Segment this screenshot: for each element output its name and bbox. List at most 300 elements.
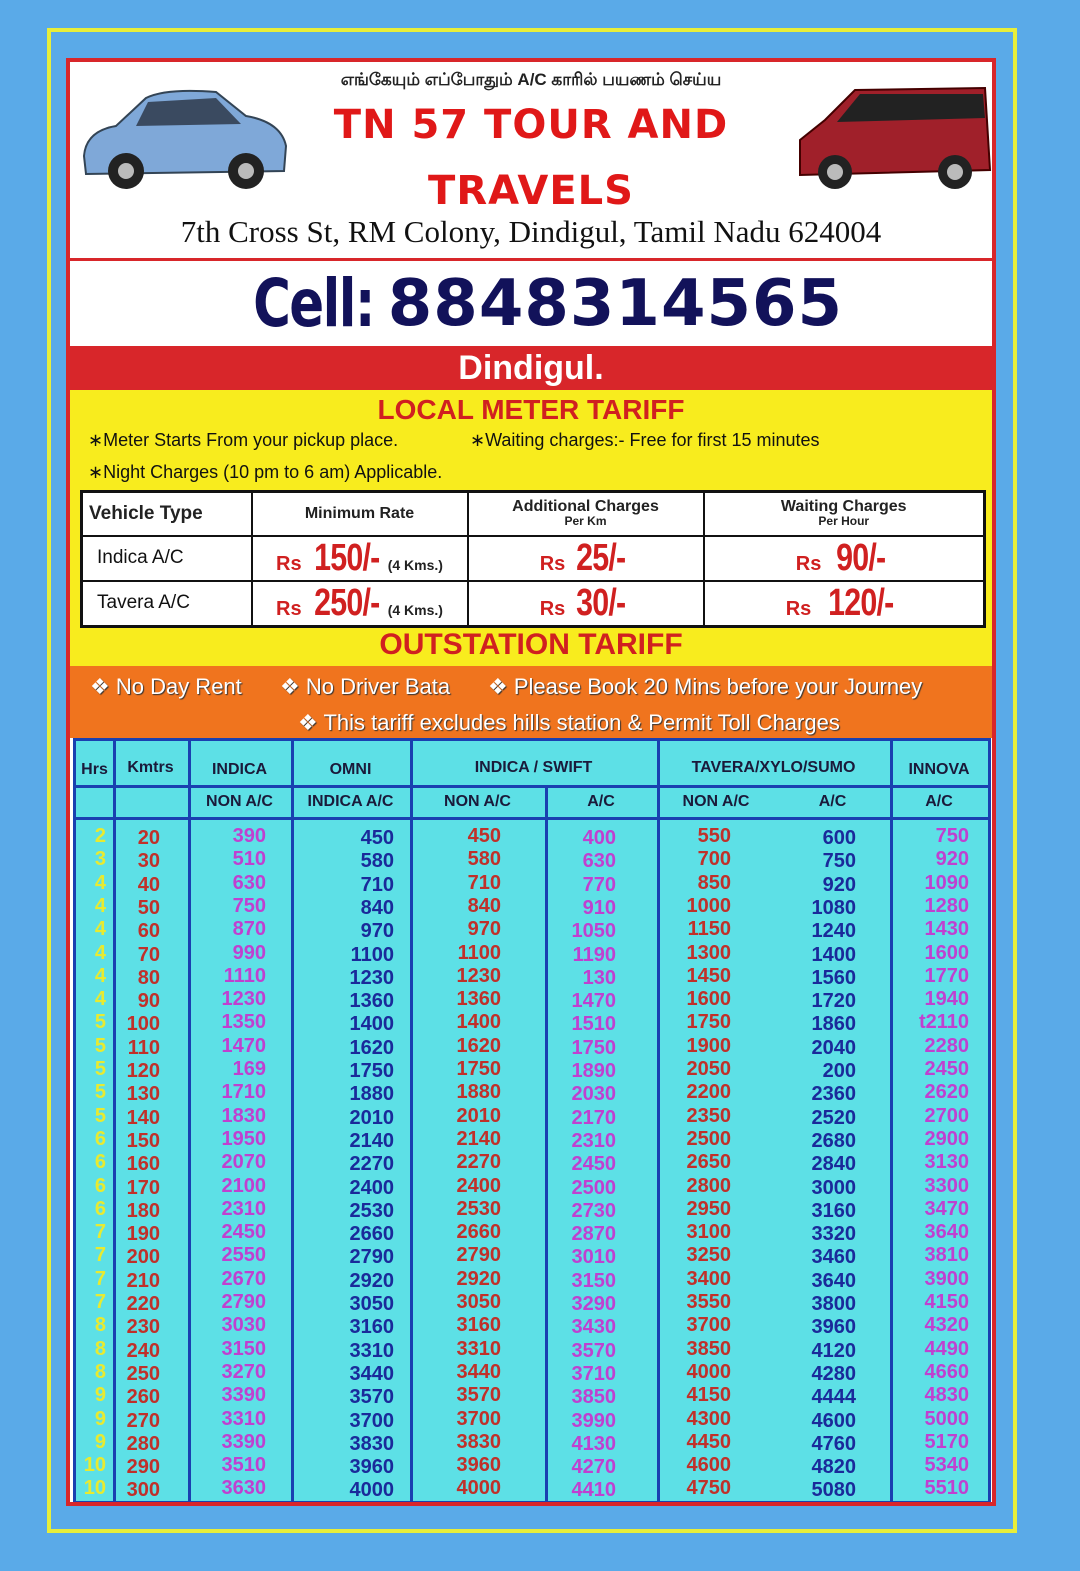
cell-tavera-non-ac: 2950 xyxy=(686,1197,731,1220)
cell-indica-non-ac: 1350 xyxy=(221,1011,266,1034)
cell-swift-ac: 3710 xyxy=(571,1362,616,1385)
cell-innova-ac: 3130 xyxy=(924,1151,969,1174)
cell-kmtrs: 190 xyxy=(126,1223,160,1246)
cell-tavera-ac: 600 xyxy=(822,827,856,849)
cell-indica-non-ac: 3030 xyxy=(221,1314,266,1337)
cell-indica-non-ac: 1830 xyxy=(221,1104,266,1127)
cell-innova-ac: 1430 xyxy=(924,918,969,941)
cell-swift-ac: 3150 xyxy=(571,1269,616,1292)
cell-hrs: 5 xyxy=(94,1011,106,1034)
cell-kmtrs: 20 xyxy=(137,827,160,849)
cell-swift-ac: 630 xyxy=(582,850,616,873)
cell-innova-ac: 3640 xyxy=(924,1221,969,1244)
cell-innova-ac: 5000 xyxy=(924,1407,969,1430)
cell-swift-non-ac: 2270 xyxy=(456,1151,501,1174)
local-row-tavera xyxy=(82,581,985,627)
local-tariff-table xyxy=(80,490,986,628)
add-label: Additional Charges xyxy=(512,497,659,515)
cell-kmtrs: 150 xyxy=(126,1129,160,1152)
cell-tavera-non-ac: 1300 xyxy=(686,941,731,964)
cell-tavera-non-ac: 700 xyxy=(697,848,731,871)
cell-indica-non-ac: 1110 xyxy=(223,964,266,987)
cell-omni-ac: 2790 xyxy=(349,1246,394,1269)
wait-label: Waiting Charges xyxy=(780,497,907,515)
cell-swift-ac: 1470 xyxy=(571,990,616,1013)
cell-swift-non-ac: 3050 xyxy=(456,1291,501,1313)
cell-kmtrs: 260 xyxy=(126,1386,160,1409)
cell-tavera-non-ac: 1450 xyxy=(686,964,731,987)
cell-indica-non-ac: 1710 xyxy=(221,1081,266,1104)
cell-swift-non-ac: 3570 xyxy=(456,1384,501,1407)
contact-row xyxy=(70,258,992,346)
cell-tavera-ac: 1240 xyxy=(811,920,856,943)
vehicle-name: Indica A/C xyxy=(82,536,252,581)
cell-hrs: 5 xyxy=(94,1081,106,1104)
cell-swift-non-ac: 970 xyxy=(467,918,501,941)
cell-innova-ac: 1090 xyxy=(924,871,969,894)
cell-tavera-non-ac: 2200 xyxy=(686,1081,731,1104)
cell-kmtrs: 50 xyxy=(137,896,160,919)
cell-tavera-non-ac: 2050 xyxy=(686,1058,731,1080)
sub-swift-ac: A/C xyxy=(587,793,615,810)
wait-sub: Per Hour xyxy=(818,513,870,528)
cell-innova-ac: 4660 xyxy=(924,1360,969,1383)
cell-swift-non-ac: 3310 xyxy=(456,1337,501,1360)
cell-innova-ac: 5170 xyxy=(924,1430,969,1453)
add-rate xyxy=(468,536,704,581)
cell-omni-ac: 1100 xyxy=(350,943,394,966)
cell-indica-non-ac: 3630 xyxy=(221,1477,266,1500)
cell-swift-non-ac: 710 xyxy=(467,871,501,894)
cell-swift-non-ac: 1100 xyxy=(457,941,501,964)
sub-swift-non-ac: NON A/C xyxy=(444,793,511,810)
phone-number[interactable]: 8848314565 xyxy=(387,266,844,341)
cell-tavera-non-ac: 4600 xyxy=(686,1454,731,1477)
cell-swift-non-ac: 2660 xyxy=(456,1221,501,1244)
cell-swift-ac: 400 xyxy=(582,827,616,849)
header-tavera-xylo-sumo: TAVERA/XYLO/SUMO xyxy=(691,759,856,776)
cell-indica-non-ac: 1470 xyxy=(221,1034,266,1057)
cell-tavera-non-ac: 3850 xyxy=(686,1337,731,1360)
cell-innova-ac: 1940 xyxy=(924,988,969,1011)
cell-kmtrs: 230 xyxy=(126,1316,160,1339)
cell-swift-ac: 4130 xyxy=(571,1432,616,1455)
cell-tavera-non-ac: 3700 xyxy=(686,1314,731,1337)
cell-indica-non-ac: 2070 xyxy=(221,1151,266,1174)
cell-tavera-ac: 1080 xyxy=(811,896,856,919)
note-waiting: ∗Waiting charges:- Free for first 15 minutes xyxy=(470,430,820,450)
cell-omni-ac: 3440 xyxy=(349,1362,394,1385)
cell-omni-ac: 3160 xyxy=(349,1316,394,1339)
business-name-line1: TN 57 TOUR AND xyxy=(333,102,729,148)
header-innova: INNOVA xyxy=(908,761,970,778)
cell-tavera-ac: 5080 xyxy=(811,1479,856,1502)
cell-indica-non-ac: 390 xyxy=(232,825,266,847)
cell-swift-non-ac: 580 xyxy=(467,848,501,871)
currency: Rs xyxy=(539,597,566,620)
cell-hrs: 5 xyxy=(94,1104,106,1127)
header-hrs: Hrs xyxy=(81,761,108,778)
cell-innova-ac: 750 xyxy=(935,825,969,847)
header-indica-swift: INDICA / SWIFT xyxy=(474,759,593,776)
cell-swift-ac: 4270 xyxy=(571,1456,616,1479)
cell-omni-ac: 1400 xyxy=(349,1013,394,1036)
cell-omni-ac: 970 xyxy=(360,920,394,943)
cell-hrs: 4 xyxy=(94,894,106,917)
cell-indica-non-ac: 510 xyxy=(232,848,266,871)
cell-hrs: 4 xyxy=(94,871,106,894)
wait-rate xyxy=(704,581,985,627)
cell-kmtrs: 300 xyxy=(126,1479,160,1502)
cell-swift-ac: 2170 xyxy=(571,1106,616,1129)
cell-innova-ac: 3900 xyxy=(924,1267,969,1290)
cell-kmtrs: 120 xyxy=(126,1060,160,1082)
cell-omni-ac: 2660 xyxy=(349,1223,394,1246)
cell-omni-ac: 2920 xyxy=(349,1269,394,1292)
cell-kmtrs: 100 xyxy=(126,1013,160,1036)
cell-hrs: 7 xyxy=(94,1267,106,1290)
cell-tavera-non-ac: 3100 xyxy=(686,1221,731,1244)
cell-tavera-ac: 4280 xyxy=(811,1362,856,1385)
cell-innova-ac: 2700 xyxy=(924,1104,969,1127)
sub-indica-non-ac: NON A/C xyxy=(206,793,273,810)
cell-tavera-ac: 3160 xyxy=(811,1199,856,1222)
cell-swift-non-ac: 840 xyxy=(467,894,501,917)
cell-innova-ac: t2110 xyxy=(918,1011,969,1034)
cell-swift-ac: 3570 xyxy=(571,1339,616,1362)
cell-swift-non-ac: 3700 xyxy=(456,1407,501,1430)
cell-kmtrs: 130 xyxy=(126,1083,160,1106)
cell-kmtrs: 40 xyxy=(137,873,160,896)
cell-omni-ac: 2270 xyxy=(349,1153,394,1176)
cell-swift-non-ac: 4000 xyxy=(456,1477,501,1500)
cell-tavera-ac: 2840 xyxy=(811,1153,856,1176)
cell-omni-ac: 4000 xyxy=(349,1479,394,1502)
business-name-line2: TRAVELS xyxy=(428,168,634,214)
cell-tavera-non-ac: 2500 xyxy=(686,1127,731,1150)
cell-indica-non-ac: 1230 xyxy=(221,988,266,1011)
cell-kmtrs: 200 xyxy=(126,1246,160,1269)
cell-hrs: 10 xyxy=(83,1477,106,1500)
cell-hrs: 4 xyxy=(94,964,106,987)
header-divider xyxy=(76,785,988,788)
cell-tavera-non-ac: 850 xyxy=(697,871,731,894)
header-waiting-charges xyxy=(704,492,985,536)
cell-indica-non-ac: 870 xyxy=(232,918,266,941)
cell-hrs: 8 xyxy=(94,1337,106,1360)
cell-swift-ac: 2730 xyxy=(571,1199,616,1222)
cell-hrs: 4 xyxy=(94,918,106,941)
cell-omni-ac: 3570 xyxy=(349,1386,394,1409)
cell-swift-ac: 3430 xyxy=(571,1316,616,1339)
header-divider xyxy=(76,817,988,820)
cell-tavera-ac: 3640 xyxy=(811,1269,856,1292)
column-divider xyxy=(291,741,294,1501)
currency: Rs xyxy=(276,552,302,575)
cell-tavera-ac: 4120 xyxy=(811,1339,856,1362)
currency: Rs xyxy=(795,552,822,575)
cell-tavera-ac: 2680 xyxy=(811,1129,856,1152)
cell-tavera-ac: 3320 xyxy=(811,1223,856,1246)
cell-omni-ac: 2400 xyxy=(349,1176,394,1199)
cell-hrs: 6 xyxy=(94,1151,106,1174)
cell-swift-non-ac: 2790 xyxy=(456,1244,501,1267)
cell-tavera-ac: 2040 xyxy=(811,1036,856,1059)
cell-hrs: 6 xyxy=(94,1127,106,1150)
cell-tavera-ac: 3000 xyxy=(811,1176,856,1199)
cell-innova-ac: 2450 xyxy=(924,1058,969,1080)
cell-swift-ac: 1890 xyxy=(571,1060,616,1082)
note-exclusions: ❖ This tariff excludes hills station & Permit Toll Charges xyxy=(298,710,840,735)
cell-innova-ac: 1600 xyxy=(924,941,969,964)
cell-innova-ac: 4320 xyxy=(924,1314,969,1337)
cell-swift-ac: 910 xyxy=(582,896,616,919)
city-banner: Dindigul. xyxy=(70,346,992,390)
cell-tavera-ac: 4600 xyxy=(811,1409,856,1432)
cell-indica-non-ac: 2310 xyxy=(221,1197,266,1220)
cell-hrs: 7 xyxy=(94,1221,106,1244)
cell-kmtrs: 30 xyxy=(137,850,160,873)
cell-innova-ac: 3470 xyxy=(924,1197,969,1220)
add-rate xyxy=(468,581,704,627)
header-additional-charges xyxy=(468,492,704,536)
outstation-title: OUTSTATION TARIFF xyxy=(70,628,992,666)
note-meter: ∗Meter Starts From your pickup place. xyxy=(88,430,399,450)
cell-swift-ac: 3010 xyxy=(571,1246,616,1269)
cell-tavera-non-ac: 3400 xyxy=(686,1267,731,1290)
note-no-day-rent: ❖ No Day Rent xyxy=(90,674,242,699)
cell-hrs: 3 xyxy=(94,848,106,871)
cell-tavera-ac: 1720 xyxy=(811,990,856,1013)
cell-swift-ac: 1750 xyxy=(571,1036,616,1059)
cell-innova-ac: 3810 xyxy=(924,1244,969,1267)
cell-swift-ac: 3990 xyxy=(571,1409,616,1432)
cell-indica-non-ac: 2670 xyxy=(221,1267,266,1290)
cell-kmtrs: 110 xyxy=(127,1036,160,1059)
cell-omni-ac: 1750 xyxy=(349,1060,394,1082)
min-rate xyxy=(252,581,468,627)
cell-swift-ac: 2310 xyxy=(571,1129,616,1152)
cell-tavera-non-ac: 4750 xyxy=(686,1477,731,1500)
cell-kmtrs: 170 xyxy=(126,1176,160,1199)
cell-hrs: 5 xyxy=(94,1058,106,1080)
cell-tavera-non-ac: 550 xyxy=(697,825,731,847)
km-note: (4 Kms.) xyxy=(387,556,443,573)
cell-swift-ac: 130 xyxy=(582,966,616,989)
cell-omni-ac: 580 xyxy=(360,850,394,873)
cell-tavera-non-ac: 4150 xyxy=(686,1384,731,1407)
cell-tavera-ac: 2520 xyxy=(811,1106,856,1129)
cell-omni-ac: 450 xyxy=(360,827,394,849)
cell-indica-non-ac: 2450 xyxy=(221,1221,266,1244)
cell-tavera-ac: 3460 xyxy=(811,1246,856,1269)
cell-kmtrs: 180 xyxy=(126,1199,160,1222)
cell-swift-non-ac: 1400 xyxy=(456,1011,501,1034)
cell-kmtrs: 70 xyxy=(137,943,160,966)
cell-omni-ac: 1880 xyxy=(349,1083,394,1106)
cell-tavera-ac: 4760 xyxy=(811,1432,856,1455)
price: 120/- xyxy=(828,581,894,624)
cell-omni-ac: 710 xyxy=(360,873,394,896)
cell-indica-non-ac: 2100 xyxy=(221,1174,266,1197)
cell-swift-ac: 770 xyxy=(582,873,616,896)
local-row-indica xyxy=(82,536,985,581)
note-book-ahead: ❖ Please Book 20 Mins before your Journey xyxy=(488,674,923,699)
price: 90/- xyxy=(836,536,886,579)
cell-tavera-non-ac: 2800 xyxy=(686,1174,731,1197)
cell-indica-non-ac: 169 xyxy=(232,1058,266,1080)
cell-tavera-ac: 1860 xyxy=(811,1013,856,1036)
cell-omni-ac: 3830 xyxy=(349,1432,394,1455)
cell-tavera-ac: 3800 xyxy=(811,1293,856,1315)
cell-swift-non-ac: 1360 xyxy=(456,988,501,1011)
cell-innova-ac: 2900 xyxy=(924,1127,969,1150)
wait-rate xyxy=(704,536,985,581)
cell-tavera-non-ac: 2650 xyxy=(686,1151,731,1174)
cell-indica-non-ac: 630 xyxy=(232,871,266,894)
cell-indica-non-ac: 3390 xyxy=(221,1430,266,1453)
header-minimum-rate: Minimum Rate xyxy=(252,492,468,536)
cell-omni-ac: 3310 xyxy=(349,1339,394,1362)
sub-omni-ac: INDICA A/C xyxy=(307,793,394,810)
cell-innova-ac: 4490 xyxy=(924,1337,969,1360)
cell-tavera-ac: 200 xyxy=(822,1060,856,1082)
cell-kmtrs: 280 xyxy=(126,1432,160,1455)
cell-tavera-non-ac: 1600 xyxy=(686,988,731,1011)
cell-indica-non-ac: 3270 xyxy=(221,1360,266,1383)
cell-tavera-ac: 4820 xyxy=(811,1456,856,1479)
cell-tavera-ac: 1560 xyxy=(811,966,856,989)
add-sub: Per Km xyxy=(564,513,607,528)
header-omni: OMNI xyxy=(329,761,372,778)
cell-indica-non-ac: 3510 xyxy=(221,1454,266,1477)
cell-innova-ac: 5510 xyxy=(924,1477,969,1500)
cell-kmtrs: 140 xyxy=(126,1106,160,1129)
km-note: (4 Kms.) xyxy=(387,601,443,618)
cell-swift-non-ac: 2140 xyxy=(456,1127,501,1150)
outstation-notes xyxy=(70,666,992,738)
cell-tavera-non-ac: 1150 xyxy=(687,918,731,941)
cell-tavera-ac: 4444 xyxy=(811,1386,856,1409)
outstation-tariff-table xyxy=(73,738,991,1504)
cell-tavera-non-ac: 4450 xyxy=(686,1430,731,1453)
price: 250/- xyxy=(314,581,380,624)
cell-indica-non-ac: 3150 xyxy=(221,1337,266,1360)
cell-hrs: 6 xyxy=(94,1197,106,1220)
cell-omni-ac: 2010 xyxy=(349,1106,394,1129)
cell-swift-ac: 2030 xyxy=(571,1083,616,1106)
cell-hrs: 9 xyxy=(94,1384,106,1407)
currency: Rs xyxy=(276,597,302,620)
cell-swift-non-ac: 2010 xyxy=(456,1104,501,1127)
cell-hrs: 5 xyxy=(94,1034,106,1057)
cell-swift-non-ac: 3960 xyxy=(456,1454,501,1477)
cell-tavera-ac: 2360 xyxy=(811,1083,856,1106)
cell-hrs: 9 xyxy=(94,1430,106,1453)
cell-swift-non-ac: 2530 xyxy=(456,1197,501,1220)
cell-tavera-ac: 3960 xyxy=(811,1316,856,1339)
cell-omni-ac: 3700 xyxy=(349,1409,394,1432)
cell-swift-non-ac: 1880 xyxy=(456,1081,501,1104)
price: 30/- xyxy=(575,581,626,624)
cell-hrs: 8 xyxy=(94,1360,106,1383)
cell-hrs: 9 xyxy=(94,1407,106,1430)
cell-swift-non-ac: 1620 xyxy=(456,1034,501,1057)
cell-swift-ac: 3290 xyxy=(571,1293,616,1315)
cell-innova-ac: 5340 xyxy=(924,1454,969,1477)
cell-swift-ac: 1050 xyxy=(571,920,616,943)
cell-omni-ac: 2530 xyxy=(349,1199,394,1222)
cell-innova-ac: 1280 xyxy=(924,894,969,917)
cell-indica-non-ac: 1950 xyxy=(221,1127,266,1150)
cell-omni-ac: 1620 xyxy=(349,1036,394,1059)
cell-innova-ac: 3300 xyxy=(924,1174,969,1197)
cell-swift-ac: 4410 xyxy=(571,1479,616,1502)
price: 150/- xyxy=(314,536,380,579)
cell-kmtrs: 160 xyxy=(126,1153,160,1176)
cell-tavera-non-ac: 1000 xyxy=(686,894,731,917)
cell-kmtrs: 220 xyxy=(126,1293,160,1315)
currency: Rs xyxy=(785,597,812,620)
column-divider xyxy=(410,741,413,1501)
cell-innova-ac: 1770 xyxy=(924,964,969,987)
cell-tavera-ac: 920 xyxy=(822,873,856,896)
cell-tavera-non-ac: 3550 xyxy=(686,1291,731,1313)
cell-kmtrs: 90 xyxy=(137,990,160,1013)
cell-tavera-non-ac: 3250 xyxy=(686,1244,731,1267)
cell-kmtrs: 80 xyxy=(137,966,160,989)
cell-tavera-non-ac: 2350 xyxy=(686,1104,731,1127)
cell-kmtrs: 290 xyxy=(126,1456,160,1479)
cell-innova-ac: 2620 xyxy=(924,1081,969,1104)
cell-label: Cell: xyxy=(252,265,374,342)
header-kmtrs: Kmtrs xyxy=(127,759,174,776)
cell-swift-non-ac: 1750 xyxy=(456,1058,501,1080)
cell-tavera-ac: 1400 xyxy=(811,943,856,966)
cell-omni-ac: 2140 xyxy=(349,1129,394,1152)
currency: Rs xyxy=(539,552,566,575)
cell-swift-non-ac: 3440 xyxy=(456,1360,501,1383)
cell-swift-ac: 3850 xyxy=(571,1386,616,1409)
cell-innova-ac: 920 xyxy=(935,848,969,871)
note-no-driver-bata: ❖ No Driver Bata xyxy=(280,674,451,699)
address: 7th Cross St, RM Colony, Dindigul, Tamil Nadu 624004 xyxy=(180,214,882,249)
header-indica: INDICA xyxy=(211,761,268,778)
cell-kmtrs: 60 xyxy=(137,920,160,943)
cell-kmtrs: 270 xyxy=(126,1409,160,1432)
cell-kmtrs: 240 xyxy=(126,1339,160,1362)
cell-swift-non-ac: 3830 xyxy=(456,1430,501,1453)
tariff-poster xyxy=(66,58,996,1506)
cell-indica-non-ac: 2790 xyxy=(221,1291,266,1313)
cell-swift-non-ac: 2920 xyxy=(456,1267,501,1290)
cell-kmtrs: 250 xyxy=(126,1362,160,1385)
cell-hrs: 6 xyxy=(94,1174,106,1197)
cell-hrs: 4 xyxy=(94,941,106,964)
sub-tavera-ac: A/C xyxy=(818,793,847,810)
cell-swift-ac: 2870 xyxy=(571,1223,616,1246)
note-night: ∗Night Charges (10 pm to 6 am) Applicable. xyxy=(88,462,443,482)
cell-swift-non-ac: 450 xyxy=(467,825,501,847)
cell-swift-non-ac: 2400 xyxy=(456,1174,501,1197)
cell-kmtrs: 210 xyxy=(126,1269,160,1292)
cell-hrs: 7 xyxy=(94,1291,106,1313)
cell-hrs: 7 xyxy=(94,1244,106,1267)
cell-omni-ac: 1230 xyxy=(349,966,394,989)
cell-omni-ac: 3050 xyxy=(349,1293,394,1315)
cell-tavera-ac: 750 xyxy=(822,850,856,873)
cell-indica-non-ac: 990 xyxy=(232,941,266,964)
